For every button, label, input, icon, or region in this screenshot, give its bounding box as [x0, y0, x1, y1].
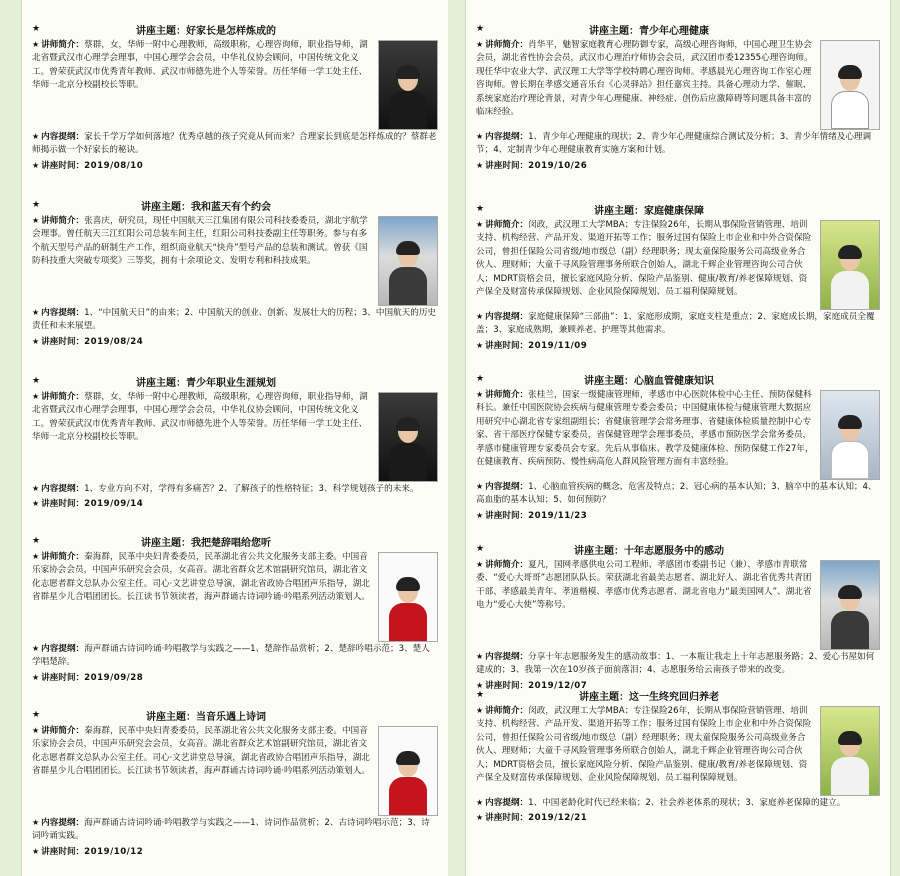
lecture-outline [32, 306, 438, 334]
content-label: 内容提纲： [485, 482, 529, 492]
time-label: 讲座时间： [485, 813, 529, 824]
star-icon: ★ [476, 390, 484, 399]
page-spine [448, 0, 466, 876]
lecturer-intro-text: 闵政，武汉理工大学MBA；专注保险26年，长期从事保险营销管理、培训支持、机构经营、产品开发、渠道开拓等工作；服务过国有保险上市企业和中外合资保险公司，曾担任保险公司省级/地市级总（副）经理职务；现太童保险服务公司高级业务合伙人、理财师；大童千寻风险管理事务所联合创始人，湖北千辉企业管理咨询公司合伙人；MDRT资格会员，擅长家庭风险分析、保险产品鉴别、健康/教育/养老保障规划、资产保全及财富传承保障规划、企业风险保障规划、员工福利保障规划。 [476, 220, 812, 298]
lecture-outline [476, 480, 880, 508]
intro-label: 讲师简介： [41, 392, 85, 402]
lecture-theme: 这一生终究回归养老 [629, 691, 720, 703]
star-icon: ★ [32, 710, 41, 720]
theme-label: 讲座主题： [589, 25, 640, 37]
star-icon: ★ [476, 482, 484, 491]
lecture-time [476, 508, 880, 524]
lecture-outline-text: 1、青少年心理健康的现状；2、青少年心理健康综合测试及分析；3、青少年情绪及心理调节；4、定制青少年心理健康教育实施方案和计划。 [476, 132, 872, 156]
star-icon: ★ [32, 392, 40, 401]
lecture-outline-text: 海声群诵古诗词吟诵·吟唱教学与实践之——1、诗词作品赏析；2、古诗词吟唱示范；3、诗词吟诵实践。 [32, 818, 430, 842]
lecture-outline [32, 130, 438, 158]
lecture-card [32, 372, 438, 512]
content-label: 内容提纲： [485, 312, 529, 322]
time-label: 讲座时间： [41, 336, 85, 347]
lecture-time [476, 158, 880, 174]
star-icon: ★ [476, 340, 484, 350]
lecture-date: 2019/11/23 [528, 510, 588, 521]
intro-label: 讲师简介： [485, 220, 529, 230]
lecture-outline-text: 家庭健康保障“三部曲”：1、家庭形成期，家庭支柱是重点；2、家庭成长期，家庭成员全覆盖；3、家庭成熟期，兼顾养老、护理等其他需求。 [476, 312, 875, 336]
content-label: 内容提纲： [41, 484, 85, 494]
time-label: 讲座时间： [41, 846, 85, 857]
lecture-card [32, 20, 438, 174]
lecture-date: 2019/10/12 [84, 846, 144, 857]
lecturer-intro-text: 张喜庆，研究员，现任中国航天三江集团有限公司科技委委员，湖北宇航学会理事。曾任航天三江红阳公司总装车间主任，红阳公司科技委副主任等职务。参与有多个航天型号产品的研制生产工作，组织商业航天“快舟”型号产品的总装和测试。曾获《国防科技重大突破专项奖》三等奖，拥有十余项论文、发明专利和科技成果。 [32, 216, 368, 267]
lecturer-photo [820, 40, 880, 130]
time-label: 讲座时间： [485, 510, 529, 521]
lecture-outline-text: 1、中国老龄化时代已经来临；2、社会养老体系的现状；3、家庭养老保障的建立。 [528, 798, 846, 808]
lecture-theme: 我把楚辞唱给您听 [191, 537, 272, 549]
lecture-outline [32, 482, 438, 496]
lecturer-photo [820, 560, 880, 650]
star-icon: ★ [476, 813, 484, 823]
lecture-outline [476, 650, 880, 678]
lecture-card [476, 540, 880, 694]
lecturer-intro [476, 218, 814, 310]
star-icon: ★ [476, 40, 484, 49]
lecturer-photo [378, 40, 438, 130]
star-icon: ★ [476, 160, 484, 170]
content-label: 内容提纲： [485, 652, 529, 662]
star-icon: ★ [476, 132, 484, 141]
lecturer-intro-text: 秦海群，民革中央妇青委委员，民革湖北省公共文化服务支部主委。中国音乐家协会会员，中国声乐研究会会员，女高音。湖北省群众艺术馆副研究馆员，湖北省文化志愿者群文总队办公室主任。司心·文艺讲堂总导演，湖北省政协合唱团声乐指导，湖北省群星少儿合唱团团长。长江读书节领读者，海声群诵古诗词吟诵·吟唱系列活动策划人。 [32, 552, 370, 603]
theme-label: 讲座主题： [584, 375, 635, 387]
lecture-outline-text: 1、“中国航天日”的由来；2、中国航天的创业、创新、发展壮大的历程；3、中国航天的历史责任和未来展望。 [32, 308, 437, 332]
lecture-theme: 家庭健康保障 [644, 205, 705, 217]
lecture-time [32, 670, 438, 686]
star-icon: ★ [476, 24, 485, 34]
lecture-header [476, 20, 880, 38]
content-label: 内容提纲： [485, 798, 529, 808]
lecture-theme: 当音乐遇上诗词 [196, 711, 267, 723]
star-icon: ★ [476, 798, 484, 807]
star-icon: ★ [32, 846, 40, 856]
star-icon: ★ [32, 484, 40, 493]
star-icon: ★ [476, 204, 485, 214]
lecture-header [476, 370, 880, 388]
star-icon: ★ [476, 706, 484, 715]
star-icon: ★ [32, 644, 40, 653]
time-label: 讲座时间： [41, 499, 85, 510]
lecture-card [476, 200, 880, 354]
lecture-header [476, 540, 880, 558]
lecture-card [476, 686, 880, 826]
star-icon: ★ [32, 376, 41, 386]
lecture-header [32, 706, 438, 724]
lecture-outline [32, 642, 438, 670]
intro-label: 讲师简介： [41, 552, 85, 562]
lecture-time [476, 338, 880, 354]
lecture-outline [476, 310, 880, 338]
content-label: 内容提纲： [41, 308, 85, 318]
theme-label: 讲座主题： [579, 691, 630, 703]
time-label: 讲座时间： [485, 340, 529, 351]
lecture-outline [476, 796, 880, 810]
lecture-time [32, 496, 438, 512]
time-label: 讲座时间： [485, 680, 529, 691]
lecturer-photo [820, 220, 880, 310]
content-label: 内容提纲： [41, 132, 85, 142]
lecturer-intro [476, 558, 814, 650]
lecture-header [32, 20, 438, 38]
lecture-theme: 我和蓝天有个约会 [191, 201, 272, 213]
content-label: 内容提纲： [41, 818, 85, 828]
star-icon: ★ [32, 672, 40, 682]
lecture-outline-text: 海声群诵古诗词吟诵·吟唱教学与实践之——1、楚辞作品赏析；2、楚辞吟唱示范；3、楚人学唱楚辞。 [32, 644, 430, 668]
star-icon: ★ [32, 40, 40, 49]
intro-label: 讲师简介： [485, 390, 529, 400]
lecture-date: 2019/12/21 [528, 813, 588, 824]
theme-label: 讲座主题： [136, 25, 187, 37]
star-icon: ★ [32, 308, 40, 317]
star-icon: ★ [32, 336, 40, 346]
lecturer-intro-text: 蔡群，女，华师一附中心理教师，高级职称，心理咨询师，职业指导师，湖北省暨武汉市心理学会理事，中国心理学会会员，中华礼仪协会顾问，中国传统文化义工。曾荣获武汉市优秀青年教师、武汉市师德先进个人等荣誉。历任华师一学工处主任、华师一北京分校副校长等职。 [32, 40, 368, 91]
theme-label: 讲座主题： [141, 201, 192, 213]
lecture-time [32, 158, 438, 174]
lecturer-photo [378, 726, 438, 816]
lecturer-photo [820, 390, 880, 480]
lecture-theme: 好家长是怎样炼成的 [186, 25, 277, 37]
lecture-header [32, 532, 438, 550]
lecture-date: 2019/09/14 [84, 499, 144, 510]
lecturer-intro [476, 704, 814, 796]
lecture-outline [32, 816, 438, 844]
lecture-header [32, 196, 438, 214]
time-label: 讲座时间： [485, 160, 529, 171]
lecture-date: 2019/08/24 [84, 336, 144, 347]
star-icon: ★ [32, 499, 40, 509]
star-icon: ★ [32, 200, 41, 210]
lecture-time [32, 334, 438, 350]
theme-label: 讲座主题： [574, 545, 625, 557]
lecture-outline-text: 分享十年志愿服务发生的感动故事：1、一本瓶让我走上十年志愿服务路；2、爱心书屋如何建成的；3、我第一次在10岁孩子面前落泪；4、志愿服务给云南孩子带来的改变。 [476, 652, 875, 676]
lecture-time [476, 810, 880, 826]
lecturer-intro-text: 蔡群，女，华师一附中心理教师，高级职称，心理咨询师，职业指导师，湖北省暨武汉市心理学会理事，中国心理学会会员，中华礼仪协会顾问，中国传统文化义工。曾荣获武汉市优秀青年教师、武汉市师德先进个人等荣誉。历任华师一学工处主任、华师一北京分校副校长等职。 [32, 392, 368, 443]
lecture-date: 2019/09/28 [84, 672, 144, 683]
lecturer-intro-text: 肖华平，魅智家庭教育心理防御专家，高级心理咨询师，中国心理卫生协会会员，湖北省性协会会员，武汉市心理治疗师协会会员，武汉团市委12355心理咨询师。现任华中农业大学、武汉理工大学等学校特聘心理咨询师。孝感晨光心理咨询工作室心理咨询师。曾长期在孝感交通音乐台《心灵驿站》担任嘉宾主持。具备心理动力学、催眠、系统家庭治疗理论背景，对青少年心理健康、神经症、创伤后应激障碍等问题具备丰富的临床经验。 [476, 40, 813, 118]
lecturer-intro [32, 724, 372, 816]
content-label: 内容提纲： [485, 132, 529, 142]
content-label: 内容提纲： [41, 644, 85, 654]
theme-label: 讲座主题： [141, 537, 192, 549]
star-icon: ★ [476, 690, 485, 700]
star-icon: ★ [32, 536, 41, 546]
intro-label: 讲师简介： [41, 726, 85, 736]
intro-label: 讲师简介： [41, 216, 85, 226]
star-icon: ★ [476, 680, 484, 690]
lecture-date: 2019/12/07 [528, 680, 588, 691]
lecturer-intro-text: 张桂兰，国家一级健康管理师，孝感市中心医院体检中心主任、预防保健科科长。兼任中国医院协会疾病与健康管理专委会委员；中国健康体检与健康管理大数据应用研究中心湖北省专家组副组长；省健康管理学会常务理事、省健康体检质量控制中心专家、省干部医疗保健专家委员，省保健管理学会理事委员，孝感市预防医学会常务委员，孝感市健康管理专家委员会专家。先后从事临床、教学及健康体检、预防保健工作27年，在健康教育、疾病预防、慢性病高危人群风险管理方面有丰富经验。 [476, 390, 814, 468]
star-icon: ★ [32, 160, 40, 170]
star-icon: ★ [32, 818, 40, 827]
intro-label: 讲师简介： [485, 560, 529, 570]
star-icon: ★ [476, 374, 485, 384]
lecturer-intro [32, 38, 372, 130]
star-icon: ★ [476, 312, 484, 321]
lecture-card [32, 196, 438, 350]
lecturer-intro [32, 214, 372, 306]
lecture-header [476, 686, 880, 704]
lecture-card [476, 370, 880, 524]
star-icon: ★ [32, 726, 40, 735]
lecture-card [32, 706, 438, 860]
star-icon: ★ [476, 510, 484, 520]
lecturer-intro-text: 闵政，武汉理工大学MBA；专注保险26年，长期从事保险营销管理、培训支持、机构经营、产品开发、渠道开拓等工作；服务过国有保险上市企业和中外合资保险公司，曾担任保险公司省级/地市级总（副）经理职务；现太童保险服务公司高级业务合伙人、理财师；大童千寻风险管理事务所联合创始人，湖北千辉企业管理咨询公司合伙人；MDRT资格会员，擅长家庭风险分析、保险产品鉴别、健康/教育/养老保障规划、资产保全及财富传承保障规划、企业风险保障规划、员工福利保障规划。 [476, 706, 812, 784]
lecturer-intro [32, 390, 372, 482]
lecturer-photo [378, 552, 438, 642]
lecture-theme: 十年志愿服务中的感动 [624, 545, 725, 557]
lecturer-intro [476, 388, 814, 480]
star-icon: ★ [476, 560, 484, 569]
lecture-outline-text: 1、专业方向不对，学得有多痛苦？2、了解孩子的性格特征；3、科学规划孩子的未来。 [84, 484, 419, 494]
star-icon: ★ [476, 220, 484, 229]
lecturer-intro-text: 秦海群，民革中央妇青委委员，民革湖北省公共文化服务支部主委。中国音乐家协会会员，中国声乐研究会会员，女高音。湖北省群众艺术馆副研究馆员，湖北省文化志愿者群文总队办公室主任。司心·文艺讲堂总导演，湖北省政协合唱团声乐指导，湖北省群星少儿合唱团团长。长江读书节领读者，海声群诵古诗词吟诵·吟唱系列活动策划人。 [32, 726, 370, 777]
lecture-card [32, 532, 438, 686]
lecture-outline [476, 130, 880, 158]
lecture-date: 2019/11/09 [528, 340, 588, 351]
intro-label: 讲师简介： [485, 706, 529, 716]
lecture-outline-text: 家长千学万学如何落地？优秀卓越的孩子究竟从何而来？合理家长到底是怎样炼成的？蔡群老师揭示做一个好家长的秘诀。 [32, 132, 437, 156]
lecturer-intro-text: 夏凡，国网孝感供电公司工程师、孝感团市委副书记（兼）、孝感市青联常委、“爱心大哥哥”志愿团队队长。荣获湖北省最美志愿者、湖北好人、湖北省优秀共青团干部、孝感最美青年、孝道楷模、孝感市优秀志愿者、湖北省电力“最美国网人”、湖北省电力“爱心大使”等称号。 [476, 560, 812, 611]
lecture-theme: 青少年心理健康 [639, 25, 710, 37]
lecture-date: 2019/10/26 [528, 160, 588, 171]
star-icon: ★ [32, 552, 40, 561]
star-icon: ★ [32, 132, 40, 141]
intro-label: 讲师简介： [485, 40, 529, 50]
lecture-date: 2019/08/10 [84, 160, 144, 171]
lecture-header [476, 200, 880, 218]
lecturer-intro [32, 550, 372, 642]
star-icon: ★ [32, 24, 41, 34]
lecturer-photo [378, 216, 438, 306]
lecture-outline-text: 1、心脑血管疾病的概念、危害及特点；2、冠心病的基本认知；3、脑卒中的基本认知；4、高血脂的基本认知；5、如何预防？ [476, 482, 877, 506]
star-icon: ★ [476, 652, 484, 661]
lecture-theme: 青少年职业生涯规划 [186, 377, 277, 389]
intro-label: 讲师简介： [41, 40, 85, 50]
lecture-card [476, 20, 880, 174]
star-icon: ★ [32, 216, 40, 225]
lecture-time [32, 844, 438, 860]
theme-label: 讲座主题： [594, 205, 645, 217]
star-icon: ★ [476, 544, 485, 554]
time-label: 讲座时间： [41, 160, 85, 171]
time-label: 讲座时间： [41, 672, 85, 683]
lecturer-photo [378, 392, 438, 482]
theme-label: 讲座主题： [136, 377, 187, 389]
theme-label: 讲座主题： [146, 711, 197, 723]
lecture-header [32, 372, 438, 390]
lecturer-photo [820, 706, 880, 796]
lecture-theme: 心脑血管健康知识 [634, 375, 715, 387]
lecturer-intro [476, 38, 814, 130]
